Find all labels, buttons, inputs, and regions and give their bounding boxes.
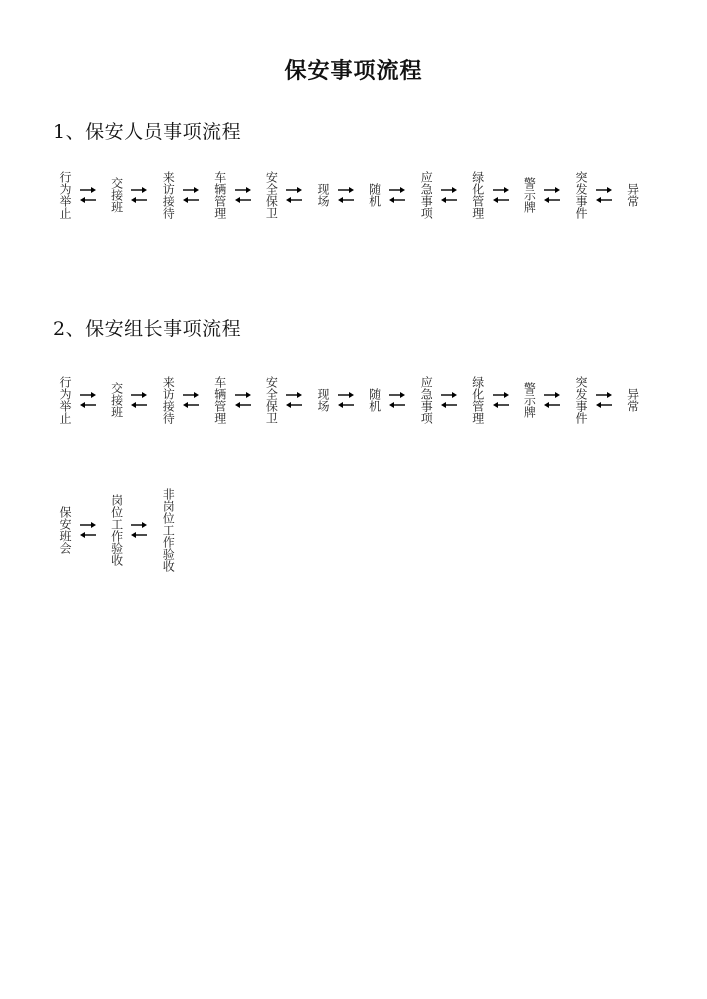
double-arrow-icon <box>78 390 98 410</box>
flow-node: 岗位工作验收 <box>109 494 124 566</box>
flow-node: 安全保卫 <box>264 376 279 424</box>
flow-node: 异常 <box>625 183 640 207</box>
flow-row-team-leader-extra <box>0 470 707 590</box>
double-arrow-icon <box>181 185 201 205</box>
double-arrow-icon <box>284 390 304 410</box>
flow-node: 随机 <box>367 388 382 412</box>
double-arrow-icon <box>491 390 511 410</box>
section-heading-team-leader: 2、保安组长事项流程 <box>53 318 242 340</box>
flow-node: 车辆管理 <box>212 376 227 424</box>
flow-node: 非岗位工作验收 <box>161 488 176 572</box>
flow-node: 绿化管理 <box>470 376 485 424</box>
double-arrow-icon <box>78 520 98 540</box>
double-arrow-icon <box>387 185 407 205</box>
flow-node: 来访接待 <box>161 376 176 424</box>
double-arrow-icon <box>594 390 614 410</box>
double-arrow-icon <box>336 390 356 410</box>
double-arrow-icon <box>439 390 459 410</box>
page-title: 保安事项流程 <box>284 59 423 84</box>
flow-node: 警示牌 <box>522 177 537 213</box>
double-arrow-icon <box>233 390 253 410</box>
double-arrow-icon <box>491 185 511 205</box>
flow-node: 来访接待 <box>161 171 176 219</box>
double-arrow-icon <box>129 520 149 540</box>
flow-node: 异常 <box>625 388 640 412</box>
flow-node: 随机 <box>367 183 382 207</box>
double-arrow-icon <box>129 185 149 205</box>
double-arrow-icon <box>594 185 614 205</box>
double-arrow-icon <box>129 390 149 410</box>
double-arrow-icon <box>78 185 98 205</box>
flow-row-personnel <box>0 160 707 230</box>
flow-node: 行为举止 <box>58 171 72 219</box>
flow-node: 车辆管理 <box>212 171 227 219</box>
double-arrow-icon <box>284 185 304 205</box>
flow-node: 安全保卫 <box>264 171 279 219</box>
flow-node: 应急事项 <box>419 171 434 219</box>
double-arrow-icon <box>439 185 459 205</box>
flow-node: 突发事件 <box>574 171 588 219</box>
flow-node: 应急事项 <box>419 376 434 424</box>
double-arrow-icon <box>542 390 562 410</box>
flow-node: 现场 <box>316 388 330 412</box>
flow-row-team-leader <box>0 365 707 435</box>
flow-node: 交接班 <box>109 177 124 213</box>
double-arrow-icon <box>181 390 201 410</box>
double-arrow-icon <box>542 185 562 205</box>
flow-node: 突发事件 <box>574 376 588 424</box>
double-arrow-icon <box>387 390 407 410</box>
flow-node: 交接班 <box>109 382 124 418</box>
flow-node: 保安班会 <box>58 506 72 554</box>
flow-node: 行为举止 <box>58 376 72 424</box>
double-arrow-icon <box>233 185 253 205</box>
double-arrow-icon <box>336 185 356 205</box>
flow-node: 现场 <box>316 183 330 207</box>
flow-node: 绿化管理 <box>470 171 485 219</box>
flow-node: 警示牌 <box>522 382 537 418</box>
section-heading-personnel: 1、保安人员事项流程 <box>53 121 242 143</box>
